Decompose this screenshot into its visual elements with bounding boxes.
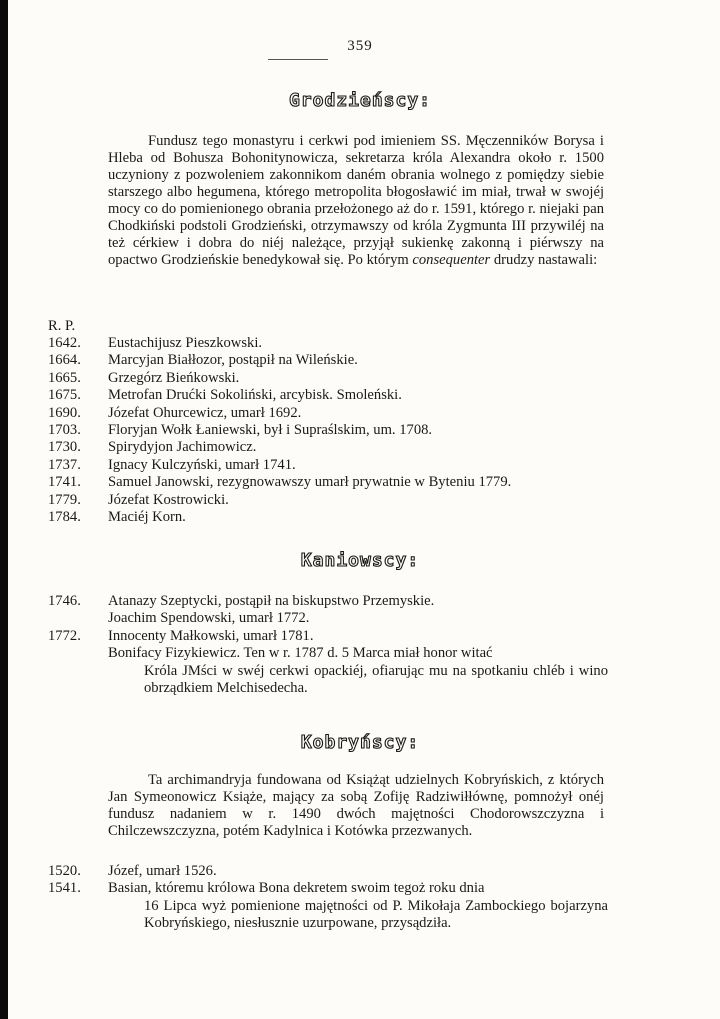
entry-body — [108, 880, 608, 932]
entry-year — [48, 645, 108, 697]
list-item — [48, 492, 608, 509]
list-item — [48, 405, 608, 422]
entry-text: Józef, umarł 1526. — [108, 863, 217, 879]
list-item — [48, 474, 608, 491]
entry-text: Józefat Kostrowicki. — [108, 491, 229, 508]
list-item — [48, 610, 608, 627]
list-item — [48, 645, 608, 697]
entry-text: Marcyjan Białłozor, postąpił na Wileńskie. — [108, 352, 358, 369]
section-title-kobrynscy: Kobryńscy: — [300, 732, 420, 753]
entry-year: 1741. — [48, 474, 81, 491]
list-item — [48, 352, 608, 369]
list-item — [48, 880, 608, 932]
entry-year: 1737. — [48, 456, 81, 473]
entry-text: Metrofan Drućki Sokoliński, arcybisk. Smoleński. — [108, 387, 402, 404]
section-paragraph-grodzienscy — [108, 133, 604, 269]
section-paragraph-kobrynscy: Ta archimandryja fundowana od Książąt udzielnych Kobryńskich, z których Jan Symeonowicz Książe, mający za sobą Zofiję Radziwiłłównę, pomnożył onéj fundusz nadaniem w r. 1490 dwóch majętności Chodorowszczyzna i Chilczewszczyzna, potém Kadylnica i Kotówka przezwanych. — [108, 772, 604, 839]
entry-year: 1784. — [48, 509, 81, 526]
list-item — [48, 509, 608, 526]
entry-year: 1690. — [48, 404, 81, 421]
entry-text: Maciéj Korn. — [108, 509, 186, 526]
entry-year: 1642. — [48, 335, 81, 351]
entry-text: Eustachijusz Pieszkowski. — [108, 335, 263, 351]
italic-word: consequenter — [412, 252, 491, 268]
page-number-rule — [268, 59, 328, 60]
section-title-kaniowscy: Kaniowscy: — [300, 550, 420, 571]
entry-text: Józefat Ohurcewicz, umarł 1692. — [108, 404, 302, 421]
list-item — [48, 387, 608, 404]
entry-list-grodzienscy — [48, 335, 608, 526]
entry-list-kaniowscy — [48, 593, 608, 697]
page-number: 359 — [347, 38, 373, 54]
entry-text: Floryjan Wołk Łaniewski, był i Supraślskim, um. 1708. — [108, 422, 433, 439]
list-item — [48, 335, 608, 352]
entry-text: Ignacy Kulczyński, umarł 1741. — [108, 456, 296, 473]
entry-body — [108, 645, 608, 697]
section-title-grodzienscy: Grodzieńscy: — [288, 90, 432, 111]
entry-year: 1665. — [48, 369, 81, 386]
list-item — [48, 439, 608, 456]
entry-text: Innocenty Małkowski, umarł 1781. — [108, 627, 314, 644]
entry-year: 1664. — [48, 352, 81, 369]
entry-text: Samuel Janowski, rezygnowawszy umarł prywatnie w Byteniu 1779. — [108, 474, 512, 491]
list-item — [48, 593, 608, 610]
entry-continuation: 16 Lipca wyż pomienione majętności od P. Mikołaja Zambockiego bojarzyna Kobryńskiego, niesłusznie uzurpowane, przysądziła. — [144, 897, 608, 932]
entry-year: 1675. — [48, 387, 81, 404]
entry-year: 1772. — [48, 627, 81, 644]
list-item — [48, 457, 608, 474]
entry-year: 1703. — [48, 422, 81, 439]
entry-year: 1541. — [48, 880, 81, 897]
entry-text: Spirydyjon Jachimowicz. — [108, 439, 257, 456]
entry-year: 1779. — [48, 491, 81, 508]
entry-text: Grzegórz Bieńkowski. — [108, 369, 240, 386]
list-item — [48, 370, 608, 387]
entry-year: 1520. — [48, 863, 81, 879]
scan-edge-bar — [0, 0, 8, 1019]
entry-text: Basian, któremu królowa Bona dekretem swoim tegoż roku dnia — [108, 880, 485, 897]
entry-text: Bonifacy Fizykiewicz. Ten w r. 1787 d. 5 Marca miał honor witać — [108, 645, 493, 662]
entry-year: 1730. — [48, 439, 81, 456]
entry-continuation: Króla JMści w swéj cerkwi opackiéj, ofiarując mu na spotkaniu chléb i wino obrządkiem Melchisedecha. — [144, 662, 608, 697]
paragraph-text: Fundusz tego monastyru i cerkwi pod imieniem SS. Męczenników Borysa i Hleba od Bohusza Bohonitynowicza, sekretarza króla Alexandra około r. 1500 uczyniony z pozwoleniem zakonnikom daném obrania wolnego z pomiędzy siebie starszego albo hegumena, którego metropolita błogosławić im miał, trwał w swojéj mocy co do pomienionego obrania przełożonego aż do r. 1591, którego r. niejaki pan Chodkiński podstoli Grodzieński, otrzymawszy od króla Zygmunta III przywiléj na też cérkiew i dobra do niéj należące, przyjął sukienkę zakonną i piérwszy na opactwo Grodzieńskie benedykował się. Po którym — [108, 133, 604, 268]
entry-year: 1746. — [48, 593, 81, 609]
list-item — [48, 863, 608, 880]
entry-list-kobrynscy — [48, 863, 608, 933]
rp-label: R. P. — [48, 318, 76, 334]
paragraph-end: drudzy nastawali: — [493, 252, 598, 268]
entry-text: Atanazy Szeptycki, postąpił na biskupstwo Przemyskie. — [108, 593, 435, 609]
entry-text: Joachim Spendowski, umarł 1772. — [108, 610, 310, 627]
list-item — [48, 628, 608, 645]
entry-year — [48, 610, 108, 627]
list-item — [48, 422, 608, 439]
